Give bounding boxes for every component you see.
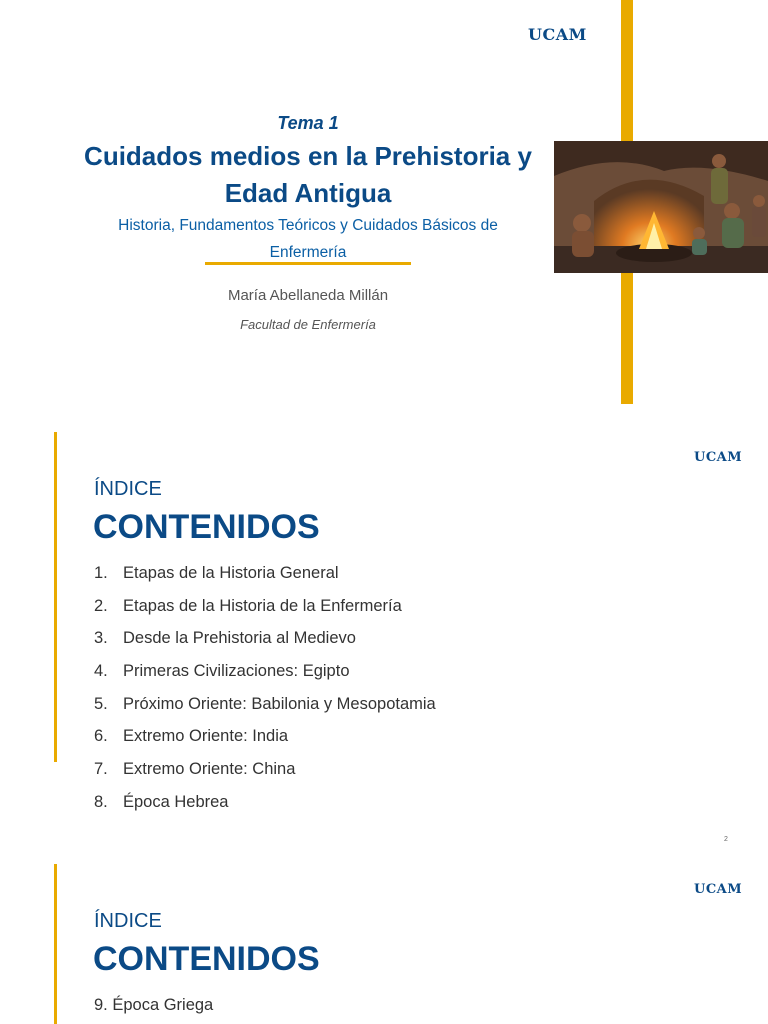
author-name: María Abellaneda Millán	[227, 287, 389, 304]
index-label: ÍNDICE	[94, 478, 162, 500]
contents-heading: CONTENIDOS	[93, 508, 320, 546]
contents-heading: CONTENIDOS	[93, 940, 320, 978]
list-item	[94, 727, 436, 760]
list-item	[94, 597, 436, 630]
ucam-logo: UCAM	[694, 450, 743, 465]
prehistoric-campfire-illustration	[554, 141, 768, 273]
item-number: 5.	[94, 694, 108, 713]
item-text: Época Hebrea	[123, 792, 229, 811]
item-text: Extremo Oriente: India	[123, 727, 289, 746]
item-number: 1.	[94, 564, 108, 582]
item-text: Extremo Oriente: China	[123, 760, 296, 779]
index-slide	[0, 432, 768, 852]
index-label: ÍNDICE	[94, 910, 162, 932]
list-item	[94, 564, 436, 597]
list-item	[94, 629, 436, 662]
contents-list	[94, 564, 436, 826]
faculty-name: Facultad de Enfermería	[240, 317, 376, 332]
item-text: Etapas de la Historia de la Enfermería	[123, 596, 402, 615]
cover-slide	[0, 0, 768, 404]
item-number: 2.	[94, 596, 108, 615]
item-text: Próximo Oriente: Babilonia y Mesopotamia	[123, 694, 436, 713]
topic-number: Tema 1	[277, 113, 339, 133]
item-text: Primeras Civilizaciones: Egipto	[123, 662, 350, 681]
list-item	[94, 695, 436, 728]
item-text: Desde la Prehistoria al Medievo	[123, 629, 356, 648]
list-item	[94, 793, 436, 826]
item-number: 7.	[94, 760, 108, 779]
item-text: Etapas de la Historia General	[123, 564, 339, 582]
list-item: 9. Época Griega	[94, 996, 214, 1014]
gold-left-bar	[54, 864, 57, 1024]
item-number: 6.	[94, 727, 108, 746]
index-slide-continued	[0, 864, 768, 1024]
item-number: 8.	[94, 792, 108, 811]
list-item	[94, 760, 436, 793]
gold-left-bar	[54, 432, 57, 762]
item-number: 4.	[94, 662, 108, 681]
page-number: 2	[724, 836, 728, 843]
item-number: 3.	[94, 629, 108, 648]
title-underline	[205, 262, 411, 265]
ucam-logo: UCAM	[694, 882, 743, 897]
list-item	[94, 662, 436, 695]
ucam-logo: UCAM	[528, 25, 587, 44]
course-subtitle: Historia, Fundamentos Teóricos y Cuidados Básicos de Enfermería	[118, 217, 498, 261]
page-title: Cuidados medios en la Prehistoria y Edad Antigua	[84, 141, 532, 208]
